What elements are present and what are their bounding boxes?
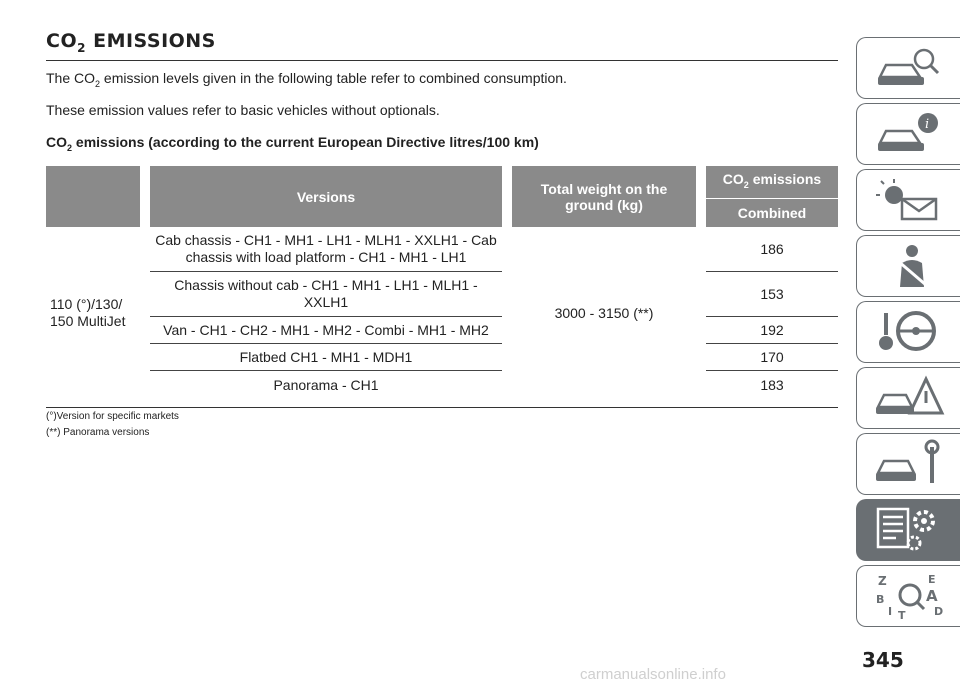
caption-b: emissions (according to the current European Directive litres/100 km) [75,133,539,150]
intro-p1-sub: 2 [95,78,101,89]
hdr-emissions: emissions [752,171,822,188]
header-gap [696,166,706,227]
car-breakdown-icon [872,373,946,423]
version-cell: Panorama - CH1 [273,376,379,393]
section-title [46,30,838,61]
header-weight: Total weight on the ground (kg) [512,166,696,227]
car-search-icon [872,43,946,93]
svg-text:D: D [933,605,943,618]
weight-cell: 3000 - 3150 (**) [554,304,654,321]
tab-warning-lights[interactable] [856,169,960,231]
combined-cell: 153 [706,272,838,317]
svg-text:i: i [924,117,929,132]
header-gap [502,166,512,227]
title-co: CO [46,30,78,52]
engine-cell: 110 (°)/130/ 150 MultiJet [50,296,126,330]
tab-steering-key[interactable] [856,301,960,363]
page-number: 345 [862,648,904,672]
car-info-icon [872,109,946,159]
tab-car-search[interactable] [856,37,960,99]
footnote-divider [46,407,838,408]
tab-specs[interactable] [856,499,960,561]
intro-paragraph-1 [46,69,838,93]
chapter-tabs [852,37,960,631]
hdr-sub: 2 [743,180,749,191]
tab-car-wrench[interactable] [856,433,960,495]
version-cell: Van - CH1 - CH2 - MH1 - MH2 - Combi - MH1 - MH2 [150,317,502,344]
svg-text:T: T [897,609,906,621]
index-letters-icon [872,571,946,621]
combined-cell: 183 [760,376,784,393]
intro-p1-b: emission levels given in the following table refer to combined consumption. [103,69,567,86]
car-wrench-icon [872,439,946,489]
header-combined: Combined [706,199,838,228]
intro-p1-a: The CO [46,69,96,86]
svg-text:A: A [925,587,938,605]
svg-text:I: I [887,605,892,618]
version-cell: Cab chassis - CH1 - MH1 - LH1 - MLH1 - XXLH1 - Cab chassis with load platform - CH1 - MH1 - LH1 [150,227,502,272]
svg-text:E: E [927,573,936,586]
header-gap [140,166,150,227]
header-co2-emissions [706,166,838,199]
warning-lights-icon [872,175,946,225]
tab-index[interactable] [856,565,960,627]
combined-cell: 186 [706,227,838,272]
gap-cell [140,227,150,399]
steering-key-icon [872,307,946,357]
version-cell: Chassis without cab - CH1 - MH1 - LH1 - MLH1 - XXLH1 [150,272,502,317]
specs-gears-icon [872,505,946,555]
title-subscript: 2 [77,40,86,55]
title-emissions: EMISSIONS [93,30,216,52]
version-cell: Flatbed CH1 - MH1 - MDH1 [150,344,502,371]
tab-seatbelt[interactable] [856,235,960,297]
combined-cell: 170 [706,344,838,371]
gap-cell [502,227,512,399]
svg-text:Z: Z [877,574,887,588]
gap-cell [696,227,706,399]
seatbelt-airbag-icon [872,241,946,291]
caption-sub: 2 [67,142,73,153]
watermark-text: carmanualsonline.info [580,666,726,683]
caption-a: CO [46,133,67,150]
svg-text:B: B [875,593,884,606]
footnote-2: (**) Panorama versions [46,427,150,439]
emissions-table [46,166,838,399]
hdr-co: CO [722,171,744,188]
tab-car-info[interactable] [856,103,960,165]
page-content [46,30,838,440]
header-engine-empty [46,166,140,227]
intro-paragraph-2: These emission values refer to basic vehicles without optionals. [46,101,440,118]
footnote-1: (°)Version for specific markets [46,411,179,423]
combined-cell: 192 [706,317,838,344]
tab-breakdown[interactable] [856,367,960,429]
header-versions: Versions [150,166,502,227]
table-caption [46,134,838,153]
